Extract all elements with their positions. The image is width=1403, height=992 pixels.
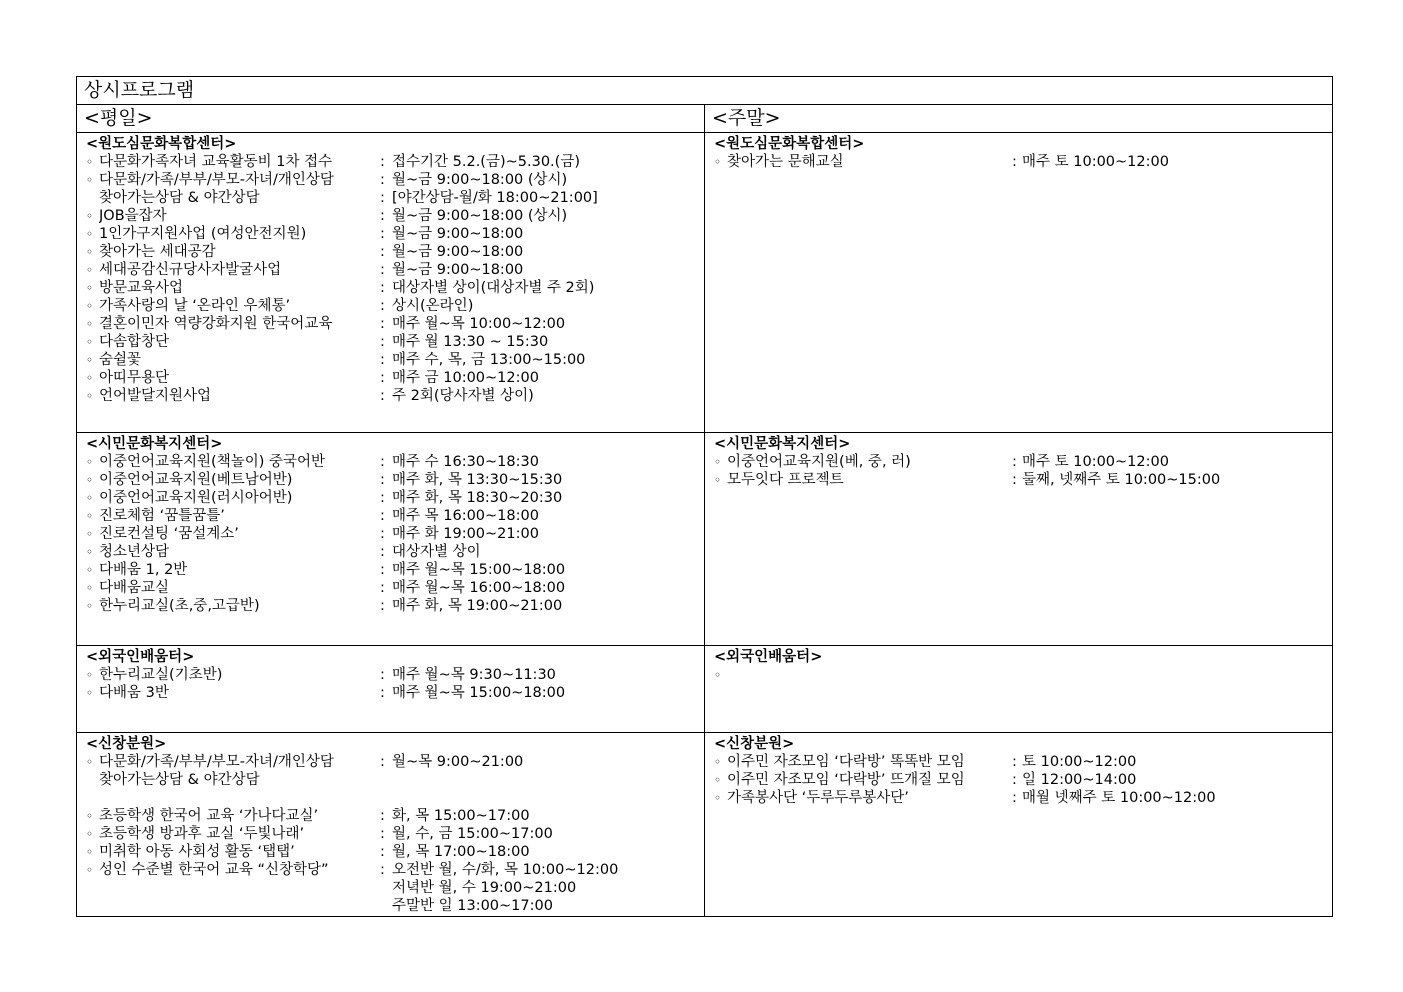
program-name: 다배움 3반 bbox=[99, 685, 169, 701]
list-bullet: ◦ bbox=[714, 791, 722, 805]
separator bbox=[380, 789, 392, 807]
separator: : bbox=[380, 208, 385, 224]
program-name: 다배움 1, 2반 bbox=[99, 562, 188, 578]
list-bullet: ◦ bbox=[86, 581, 94, 595]
list-item bbox=[86, 753, 704, 771]
schedule-text: 매주 화 19:00~21:00 bbox=[392, 526, 539, 542]
separator bbox=[380, 897, 392, 915]
schedule-text: 월~금 9:00~18:00 bbox=[392, 262, 524, 278]
schedule-text: 월~금 9:00~18:00 bbox=[392, 244, 524, 260]
separator: : bbox=[380, 862, 385, 878]
list-bullet: ◦ bbox=[86, 263, 94, 277]
program-name: 한누리교실(초,중,고급반) bbox=[99, 598, 260, 614]
program-name: 초등학생 방과후 교실 ‘두빛나래’ bbox=[99, 826, 305, 842]
schedule-text: 대상자별 상이(대상자별 주 2회) bbox=[392, 280, 595, 296]
list-bullet: ◦ bbox=[86, 299, 94, 313]
separator: : bbox=[380, 226, 385, 242]
separator: : bbox=[380, 352, 385, 368]
section-title: <외국인배움터> bbox=[86, 649, 195, 665]
schedule-text: 주 2회(당사자별 상이) bbox=[392, 388, 534, 404]
separator: : bbox=[380, 754, 385, 770]
program-name: 모두잇다 프로젝트 bbox=[727, 472, 844, 488]
list-bullet bbox=[86, 897, 99, 915]
list-item bbox=[86, 225, 704, 243]
weekend-cell bbox=[704, 733, 1332, 916]
schedule-text: 일 12:00~14:00 bbox=[1022, 772, 1137, 788]
list-item bbox=[714, 789, 1332, 807]
list-item bbox=[86, 171, 704, 189]
separator: : bbox=[1012, 472, 1017, 488]
schedule-text: 매주 화, 목 18:30~20:30 bbox=[392, 490, 563, 506]
schedule-text: 주말반 일 13:00~17:00 bbox=[392, 898, 553, 914]
program-name: 다문화가족자녀 교육활동비 1차 접수 bbox=[99, 154, 333, 170]
separator: : bbox=[380, 598, 385, 614]
list-item bbox=[86, 333, 704, 351]
schedule-text bbox=[392, 771, 704, 789]
schedule-text: 매주 화, 목 13:30~15:30 bbox=[392, 472, 563, 488]
schedule-text: 화, 목 15:00~17:00 bbox=[392, 808, 530, 824]
list-bullet bbox=[86, 189, 99, 207]
program-name: 미취학 아동 사회성 활동 ‘탭탭’ bbox=[99, 844, 295, 860]
program-name: 초등학생 한국어 교육 ‘가나다교실’ bbox=[99, 808, 319, 824]
list-item bbox=[86, 684, 704, 702]
schedule-text: 토 10:00~12:00 bbox=[1022, 754, 1137, 770]
list-bullet: ◦ bbox=[86, 281, 94, 295]
weekday-cell bbox=[77, 646, 704, 732]
section-row-wondosim bbox=[77, 132, 1332, 432]
separator: : bbox=[380, 454, 385, 470]
list-bullet: ◦ bbox=[86, 371, 94, 385]
schedule-text: 매주 화, 목 19:00~21:00 bbox=[392, 598, 563, 614]
list-item bbox=[86, 243, 704, 261]
list-bullet bbox=[86, 789, 99, 807]
schedule-text: 오전반 월, 수/화, 목 10:00~12:00 bbox=[392, 862, 619, 878]
schedule-text: 상시(온라인) bbox=[392, 298, 474, 314]
weekend-header: <주말> bbox=[704, 105, 1332, 132]
program-name: 찾아가는상담 & 야간상담 bbox=[99, 190, 260, 206]
separator: : bbox=[380, 472, 385, 488]
section-title: <시민문화복지센터> bbox=[714, 436, 851, 452]
list-item bbox=[86, 369, 704, 387]
list-bullet: ◦ bbox=[86, 227, 94, 241]
list-bullet: ◦ bbox=[86, 863, 94, 877]
list-item bbox=[86, 207, 704, 225]
section-row-sinchang bbox=[77, 732, 1332, 916]
list-item bbox=[86, 561, 704, 579]
list-bullet: ◦ bbox=[86, 455, 94, 469]
separator: : bbox=[380, 388, 385, 404]
separator: : bbox=[1012, 154, 1017, 170]
list-item bbox=[86, 297, 704, 315]
schedule-text bbox=[392, 789, 704, 807]
separator: : bbox=[380, 154, 385, 170]
program-table bbox=[76, 76, 1333, 917]
separator: : bbox=[380, 172, 385, 188]
list-item bbox=[714, 153, 1332, 171]
list-bullet: ◦ bbox=[714, 773, 722, 787]
schedule-text: 매주 월~목 15:00~18:00 bbox=[392, 685, 566, 701]
list-bullet: ◦ bbox=[86, 809, 94, 823]
list-item bbox=[86, 666, 704, 684]
program-name: 언어발달지원사업 bbox=[99, 388, 212, 404]
separator: : bbox=[380, 298, 385, 314]
program-name: 아띠무용단 bbox=[99, 370, 170, 386]
list-bullet: ◦ bbox=[86, 686, 94, 700]
schedule-text: 매주 월~목 15:00~18:00 bbox=[392, 562, 566, 578]
list-bullet: ◦ bbox=[714, 155, 722, 169]
separator: : bbox=[1012, 790, 1017, 806]
program-name: 결혼이민자 역량강화지원 한국어교육 bbox=[99, 316, 333, 332]
section-title: <외국인배움터> bbox=[714, 649, 823, 665]
list-bullet: ◦ bbox=[86, 389, 94, 403]
weekday-cell bbox=[77, 433, 704, 645]
program-name: 청소년상담 bbox=[99, 544, 170, 560]
list-item bbox=[86, 543, 704, 561]
list-item bbox=[86, 387, 704, 405]
column-header-row bbox=[77, 104, 1332, 132]
schedule-text: 매주 토 10:00~12:00 bbox=[1022, 154, 1169, 170]
weekday-cell bbox=[77, 133, 704, 432]
separator bbox=[1012, 666, 1022, 684]
program-name: 이중언어교육지원(베트남어반) bbox=[99, 472, 293, 488]
list-bullet: ◦ bbox=[86, 209, 94, 223]
list-item bbox=[714, 771, 1332, 789]
program-name: 찾아가는상담 & 야간상담 bbox=[99, 772, 260, 788]
list-item bbox=[86, 525, 704, 543]
list-item bbox=[86, 807, 704, 825]
program-name: 진로체험 ‘꿈틀꿈틀’ bbox=[99, 508, 225, 524]
list-item bbox=[714, 753, 1332, 771]
program-name bbox=[727, 666, 1012, 684]
schedule-text: 월, 수, 금 15:00~17:00 bbox=[392, 826, 553, 842]
weekday-header: <평일> bbox=[84, 107, 153, 129]
schedule-text: 저녁반 월, 수 19:00~21:00 bbox=[392, 880, 577, 896]
list-bullet: ◦ bbox=[86, 827, 94, 841]
list-item bbox=[86, 843, 704, 861]
separator: : bbox=[380, 580, 385, 596]
separator bbox=[380, 771, 392, 789]
schedule-text: 매주 금 10:00~12:00 bbox=[392, 370, 539, 386]
program-name bbox=[99, 897, 380, 915]
list-item bbox=[86, 453, 704, 471]
list-bullet: ◦ bbox=[86, 335, 94, 349]
program-name: 숨쉴꽃 bbox=[99, 352, 142, 368]
program-name: 찾아가는 문해교실 bbox=[727, 154, 844, 170]
schedule-text: 월~금 9:00~18:00 (상시) bbox=[392, 208, 568, 224]
program-name: 이중언어교육지원(베, 중, 러) bbox=[727, 454, 911, 470]
list-bullet: ◦ bbox=[86, 668, 94, 682]
schedule-text: 월, 목 17:00~18:00 bbox=[392, 844, 530, 860]
list-bullet: ◦ bbox=[86, 245, 94, 259]
list-item bbox=[86, 351, 704, 369]
program-name: 다문화/가족/부부/부모-자녀/개인상담 bbox=[99, 172, 334, 188]
list-item bbox=[86, 153, 704, 171]
list-bullet: ◦ bbox=[714, 755, 722, 769]
schedule-text: 월~금 9:00~18:00 bbox=[392, 226, 524, 242]
schedule-text: 월~목 9:00~21:00 bbox=[392, 754, 524, 770]
section-row-simin bbox=[77, 432, 1332, 645]
table-title: 상시프로그램 bbox=[84, 79, 195, 101]
separator bbox=[380, 879, 392, 897]
separator: : bbox=[380, 526, 385, 542]
schedule-text: 매주 목 16:00~18:00 bbox=[392, 508, 539, 524]
weekend-cell bbox=[704, 133, 1332, 432]
list-item bbox=[86, 879, 704, 897]
separator: : bbox=[380, 667, 385, 683]
list-item bbox=[714, 666, 1332, 684]
separator: : bbox=[380, 244, 385, 260]
program-name: 이주민 자조모임 ‘다락방’ 뜨개질 모임 bbox=[727, 772, 965, 788]
separator: : bbox=[380, 508, 385, 524]
program-name: 한누리교실(기초반) bbox=[99, 667, 223, 683]
list-bullet: ◦ bbox=[86, 509, 94, 523]
separator: : bbox=[1012, 772, 1017, 788]
list-bullet: ◦ bbox=[714, 668, 722, 682]
program-name bbox=[99, 879, 380, 897]
program-name: 다문화/가족/부부/부모-자녀/개인상담 bbox=[99, 754, 334, 770]
program-name: 이중언어교육지원(책놀이) 중국어반 bbox=[99, 454, 326, 470]
program-name: 성인 수준별 한국어 교육 “신창학당” bbox=[99, 862, 329, 878]
separator: : bbox=[380, 562, 385, 578]
list-item bbox=[86, 771, 704, 789]
list-bullet bbox=[86, 771, 99, 789]
schedule-text: 대상자별 상이 bbox=[392, 544, 481, 560]
list-item bbox=[86, 861, 704, 879]
separator: : bbox=[380, 280, 385, 296]
list-bullet: ◦ bbox=[86, 155, 94, 169]
list-item bbox=[86, 897, 704, 915]
list-bullet: ◦ bbox=[86, 173, 94, 187]
section-title: <시민문화복지센터> bbox=[86, 436, 223, 452]
list-bullet: ◦ bbox=[86, 599, 94, 613]
separator: : bbox=[380, 262, 385, 278]
list-item bbox=[714, 453, 1332, 471]
list-item bbox=[86, 489, 704, 507]
section-title: <원도심문화복합센터> bbox=[714, 136, 865, 152]
schedule-text: 매주 월 13:30 ~ 15:30 bbox=[392, 334, 549, 350]
list-bullet: ◦ bbox=[714, 455, 722, 469]
list-bullet: ◦ bbox=[86, 563, 94, 577]
program-name: 가족사랑의 날 ‘온라인 우체통’ bbox=[99, 298, 291, 314]
program-name: 이주민 자조모임 ‘다락방’ 똑똑반 모임 bbox=[727, 754, 965, 770]
list-bullet: ◦ bbox=[86, 317, 94, 331]
list-bullet bbox=[86, 879, 99, 897]
separator: : bbox=[380, 316, 385, 332]
schedule-text: 매주 월~목 10:00~12:00 bbox=[392, 316, 566, 332]
program-name: 방문교육사업 bbox=[99, 280, 184, 296]
weekend-cell bbox=[704, 433, 1332, 645]
schedule-text: 매주 월~목 16:00~18:00 bbox=[392, 580, 566, 596]
list-item bbox=[86, 471, 704, 489]
list-item bbox=[714, 471, 1332, 489]
program-name: JOB을잡자 bbox=[99, 208, 167, 224]
schedule-text: 매월 넷째주 토 10:00~12:00 bbox=[1022, 790, 1216, 806]
separator: : bbox=[380, 844, 385, 860]
separator: : bbox=[380, 826, 385, 842]
separator: : bbox=[380, 490, 385, 506]
list-bullet: ◦ bbox=[86, 473, 94, 487]
program-name: 이중언어교육지원(러시아어반) bbox=[99, 490, 293, 506]
separator: : bbox=[380, 808, 385, 824]
list-item bbox=[86, 825, 704, 843]
weekday-cell bbox=[77, 733, 704, 916]
schedule-text: 월~금 9:00~18:00 (상시) bbox=[392, 172, 568, 188]
list-bullet: ◦ bbox=[86, 491, 94, 505]
schedule-text: 접수기간 5.2.(금)~5.30.(금) bbox=[392, 154, 580, 170]
section-title: <원도심문화복합센터> bbox=[86, 136, 237, 152]
separator: : bbox=[380, 190, 385, 206]
program-name: 찾아가는 세대공감 bbox=[99, 244, 216, 260]
schedule-text: 매주 토 10:00~12:00 bbox=[1022, 454, 1169, 470]
program-name: 가족봉사단 ‘두루두루봉사단’ bbox=[727, 790, 909, 806]
section-row-foreigner bbox=[77, 645, 1332, 732]
schedule-text: 매주 수, 목, 금 13:00~15:00 bbox=[392, 352, 586, 368]
table-title-row bbox=[77, 77, 1332, 104]
list-item bbox=[86, 579, 704, 597]
list-bullet: ◦ bbox=[86, 353, 94, 367]
section-title: <신창분원> bbox=[86, 736, 167, 752]
schedule-text: 매주 수 16:30~18:30 bbox=[392, 454, 539, 470]
separator: : bbox=[380, 685, 385, 701]
separator: : bbox=[380, 544, 385, 560]
program-name: 1인가구지원사업 (여성안전지원) bbox=[99, 226, 307, 242]
schedule-text: 둘째, 넷째주 토 10:00~15:00 bbox=[1022, 472, 1221, 488]
list-item bbox=[86, 261, 704, 279]
program-name: 다배움교실 bbox=[99, 580, 170, 596]
program-name: 진로컨설팅 ‘꿈설계소’ bbox=[99, 526, 239, 542]
schedule-text: [야간상담-월/화 18:00~21:00] bbox=[392, 190, 598, 206]
separator: : bbox=[1012, 754, 1017, 770]
list-bullet: ◦ bbox=[86, 845, 94, 859]
schedule-text bbox=[1022, 666, 1332, 684]
program-name: 다솜합창단 bbox=[99, 334, 170, 350]
list-item bbox=[86, 789, 704, 807]
list-item bbox=[86, 189, 704, 207]
program-name bbox=[99, 789, 380, 807]
program-name: 세대공감신규당사자발굴사업 bbox=[99, 262, 282, 278]
list-item bbox=[86, 315, 704, 333]
section-title: <신창분원> bbox=[714, 736, 795, 752]
list-bullet: ◦ bbox=[86, 755, 94, 769]
list-item bbox=[86, 279, 704, 297]
weekend-cell bbox=[704, 646, 1332, 732]
schedule-text: 매주 월~목 9:30~11:30 bbox=[392, 667, 556, 683]
list-bullet: ◦ bbox=[714, 473, 722, 487]
separator: : bbox=[380, 370, 385, 386]
list-bullet: ◦ bbox=[86, 545, 94, 559]
separator: : bbox=[380, 334, 385, 350]
separator: : bbox=[1012, 454, 1017, 470]
list-item bbox=[86, 597, 704, 615]
list-bullet: ◦ bbox=[86, 527, 94, 541]
list-item bbox=[86, 507, 704, 525]
